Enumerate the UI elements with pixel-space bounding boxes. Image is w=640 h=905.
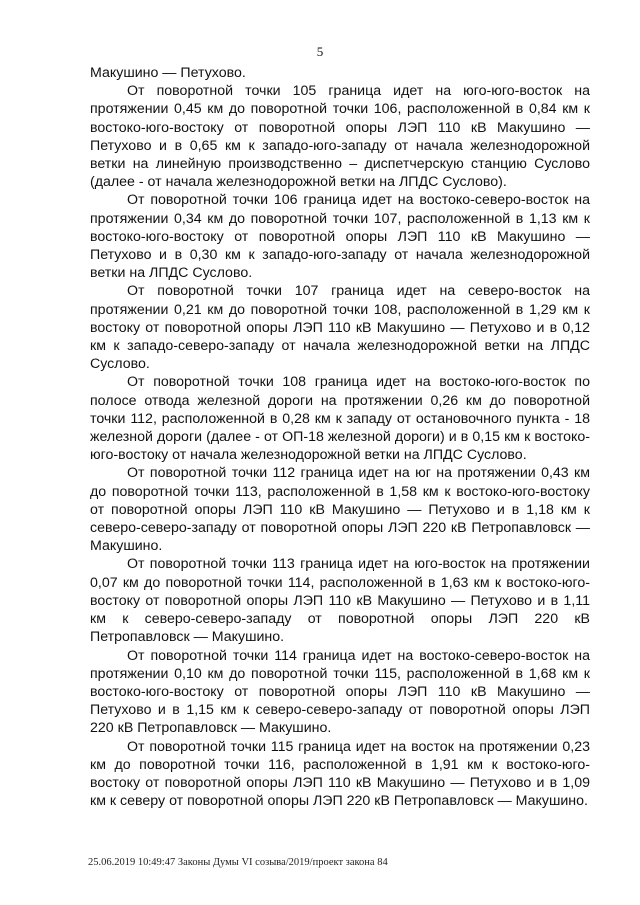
- paragraph: От поворотной точки 108 граница идет на востоко-юго-восток по полосе отвода железной дороги на протяжении 0,26 км до поворотной точки 112, расположенной в 0,28 км к западу от остановочного пункта - 18 железной дороги (далее - от ОП-18 железной дороги) и в 0,15 км к востоко-юго-востоку от начала железнодорожной ветки на ЛПДС Суслово.: [90, 374, 590, 464]
- page-number: 5: [316, 44, 324, 59]
- paragraph: От поворотной точки 112 граница идет на юг на протяжении 0,43 км до поворотной точки 113, расположенной в 1,58 км к востоко-юго-востоку от поворотной опоры ЛЭП 110 кВ Макушино — Петухово и в 1,18 км к северо-северо-западу от поворотной опоры ЛЭП 220 кВ Петропавловск — Макушино.: [90, 465, 590, 555]
- paragraph: От поворотной точки 105 граница идет на юго-юго-восток на протяжении 0,45 км до поворотной точки 106, расположенной в 0,84 км к востоко-юго-востоку от поворотной опоры ЛЭП 110 кВ Макушино — Петухово и в 0,65 км к западо-юго-западу от начала железнодорожной ветки на линейную производственно – диспетчерскую станцию Суслово (далее - от начала железнодорожной ветки на ЛПДС Суслово).: [90, 83, 590, 191]
- document-body: [90, 64, 590, 810]
- paragraph: От поворотной точки 107 граница идет на северо-восток на протяжении 0,21 км до поворотной точки 108, расположенной в 1,29 км к востоку от поворотной опоры ЛЭП 110 кВ Макушино — Петухово и в 0,12 км к западо-северо-западу от начала железнодорожной ветки на ЛПДС Суслово.: [90, 283, 590, 373]
- paragraph: Макушино — Петухово.: [90, 65, 246, 81]
- footer-stamp: 25.06.2019 10:49:47 Законы Думы VI созыва/2019/проект закона 84: [88, 857, 388, 868]
- paragraph: От поворотной точки 106 граница идет на востоко-северо-восток на протяжении 0,34 км до поворотной точки 107, расположенной в 1,13 км к востоко-юго-востоку от поворотной опоры ЛЭП 110 кВ Макушино — Петухово и в 0,30 км к западо-юго-западу от начала железнодорожной ветки на ЛПДС Суслово.: [90, 192, 590, 282]
- paragraph: От поворотной точки 114 граница идет на востоко-северо-восток на протяжении 0,10 км до поворотной точки 115, расположенной в 1,68 км к востоко-юго-востоку от поворотной опоры ЛЭП 110 кВ Макушино — Петухово и в 1,15 км к северо-северо-западу от поворотной опоры ЛЭП 220 кВ Петропавловск — Макушино.: [90, 647, 590, 737]
- paragraph: От поворотной точки 113 граница идет на юго-восток на протяжении 0,07 км до поворотной точки 114, расположенной в 1,63 км к востоко-юго-востоку от поворотной опоры ЛЭП 110 кВ Макушино — Петухово и в 1,11 км к северо-северо-западу от поворотной опоры ЛЭП 220 кВ Петропавловск — Макушино.: [90, 556, 590, 646]
- paragraph: От поворотной точки 115 граница идет на восток на протяжении 0,23 км до поворотной точки 116, расположенной в 1,91 км к востоко-юго-востоку от поворотной опоры ЛЭП 110 кВ Макушино — Петухово и в 1,09 км к северу от поворотной опоры ЛЭП 220 кВ Петропавловск — Макушино.: [90, 738, 590, 810]
